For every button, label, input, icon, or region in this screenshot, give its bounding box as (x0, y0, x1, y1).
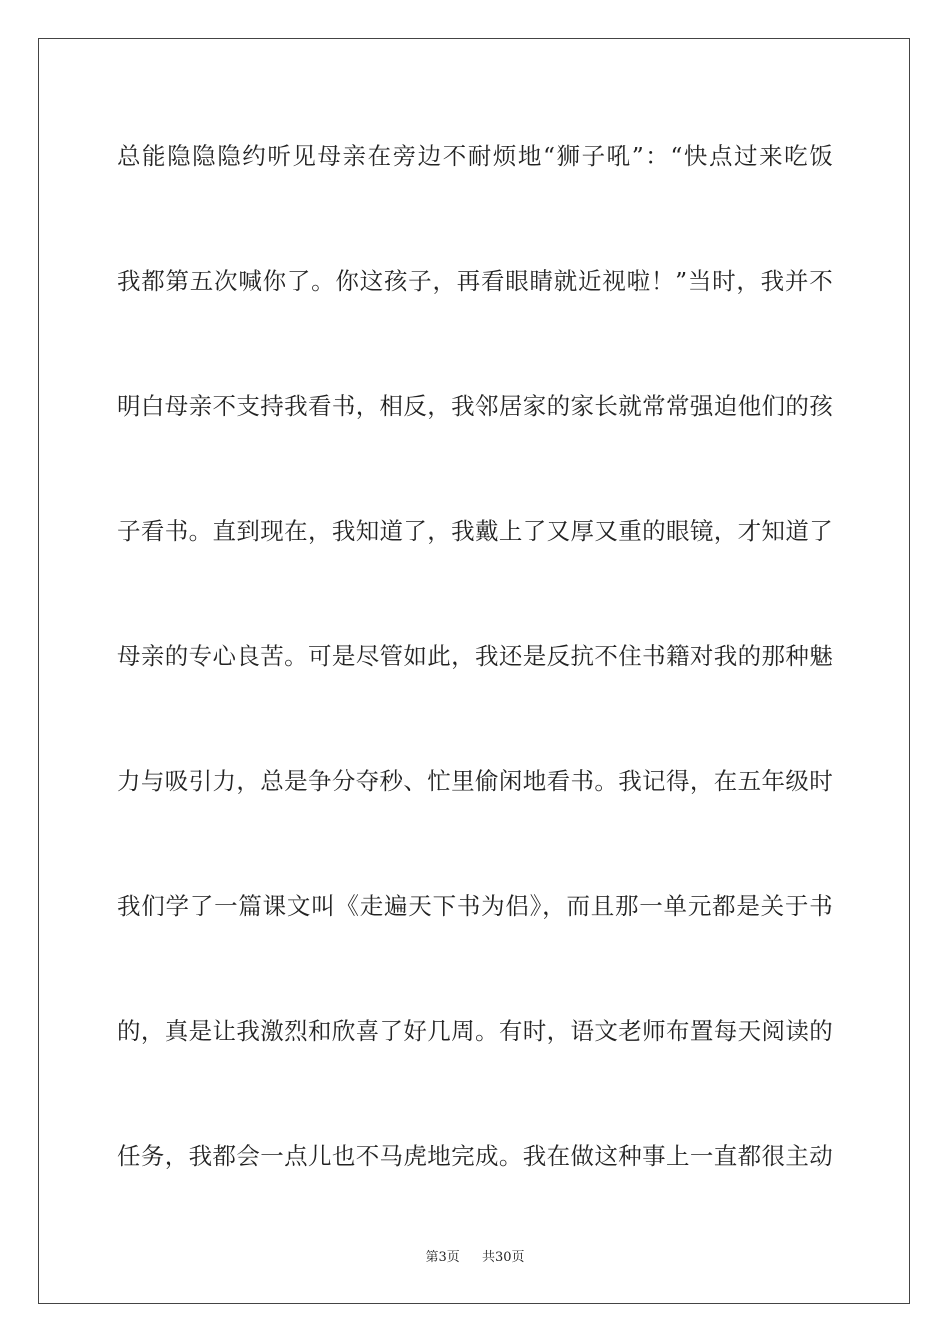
text-line-4: 子看书。直到现在，我知道了，我戴上了又厚又重的眼镜，才知道了 (117, 517, 833, 545)
text-line-3: 明白母亲不支持我看书，相反，我邻居家的家长就常常强迫他们的孩 (117, 392, 833, 420)
text-line-8: 的，真是让我激烈和欣喜了好几周。有时，语文老师布置每天阅读的 (117, 1017, 833, 1045)
text-line-9: 任务，我都会一点儿也不马虎地完成。我在做这种事上一直都很主动 (117, 1142, 833, 1170)
page-number: 第3页 (425, 1250, 460, 1265)
text-line-5: 母亲的专心良苦。可是尽管如此，我还是反抗不住书籍对我的那种魅 (117, 642, 833, 670)
page-footer (0, 1246, 950, 1265)
text-line-2: 我都第五次喊你了。你这孩子，再看眼睛就近视啦！”当时，我并不 (117, 267, 833, 295)
document-body (117, 125, 833, 1250)
text-line-7: 我们学了一篇课文叫《走遍天下书为侣》，而且那一单元都是关于书 (117, 892, 833, 920)
page-total: 共30页 (482, 1250, 525, 1265)
text-line-6: 力与吸引力，总是争分夺秒、忙里偷闲地看书。我记得，在五年级时 (117, 767, 833, 795)
text-line-1: 总能隐隐隐约听见母亲在旁边不耐烦地“狮子吼”：“快点过来吃饭 (117, 142, 833, 170)
